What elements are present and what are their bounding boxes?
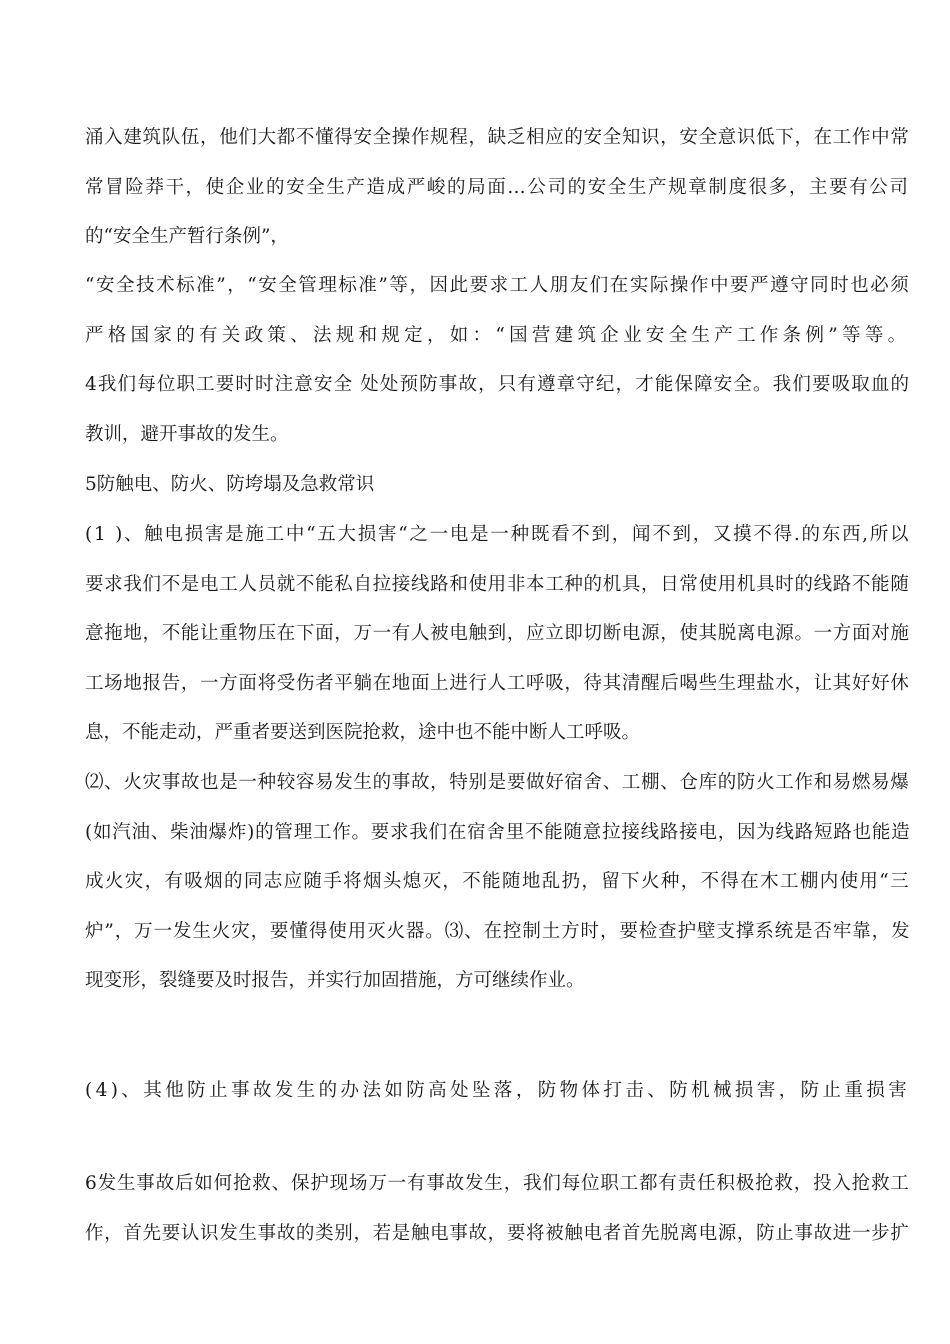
text-line: “安全技术标准”，“安全管理标准”等，因此要求工人朋友们在实际操作中要严遵守同时也必须 bbox=[85, 275, 911, 296]
text-line: 教训，避开事故的发生。 bbox=[85, 424, 289, 445]
text-line: 成火灾，有吸烟的同志应随手将烟头熄灭，不能随地乱扔，留下火种，不得在木工棚内使用“三 bbox=[85, 871, 910, 892]
text-line: ⑵、火灾事故也是一种较容易发生的事故，特别是要做好宿舍、工棚、仓库的防火工作和易燃易爆 bbox=[85, 772, 910, 793]
text-line: (4)、其他防止事故发生的办法如防高处坠落，防物体打击、防机械损害，防止重损害 bbox=[85, 1080, 911, 1101]
text-line: 工场地报告，一方面将受伤者平躺在地面上进行人工呼吸，待其清醒后喝些生理盐水，让其好好休 bbox=[85, 673, 910, 694]
text-line: 6发生事故后如何抢救、保护现场万一有事故发生，我们每位职工都有责任积极抢救，投入抢救工 bbox=[85, 1173, 910, 1194]
text-line: 要求我们不是电工人员就不能私自拉接线路和使用非本工种的机具，日常使用机具时的线路不能随 bbox=[85, 574, 910, 595]
text-line: 意拖地，不能让重物压在下面，万一有人被电触到，应立即切断电源，使其脱离电源。一方面对施 bbox=[85, 623, 910, 644]
section-heading: 5防触电、防火、防垮塌及急救常识 bbox=[85, 474, 375, 495]
text-line: 涌入建筑队伍，他们大都不懂得安全操作规程，缺乏相应的安全知识，安全意识低下，在工作中常 bbox=[85, 127, 910, 148]
text-line: 的“安全生产暂行条例”， bbox=[85, 226, 289, 247]
text-line: (如汽油、柴油爆炸)的管理工作。要求我们在宿舍里不能随意拉接线路接电，因为线路短路也能造 bbox=[85, 822, 911, 843]
text-line: 4我们每位职工要时时注意安全 处处预防事故，只有遵章守纪，才能保障安全。我们要吸取血的 bbox=[85, 374, 911, 395]
text-line: 作，首先要认识发生事故的类别，若是触电事故，要将被触电者首先脱离电源，防止事故进一步扩 bbox=[85, 1223, 910, 1244]
text-line: (1 )、触电损害是施工中“五大损害“之一电是一种既看不到，闻不到，又摸不得.的东西,所以 bbox=[85, 524, 911, 545]
text-line: 常冒险莽干，使企业的安全生产造成严峻的局面…公司的安全生产规章制度很多，主要有公司 bbox=[85, 177, 910, 198]
text-line: 现变形，裂缝要及时报告，并实行加固措施，方可继续作业。 bbox=[85, 970, 585, 991]
text-line: 严格国家的有关政策、法规和规定，如：“国营建筑企业安全生产工作条例”等等。 bbox=[85, 325, 911, 346]
text-line: 炉”，万一发生火灾，要懂得使用灭火器。⑶、在控制土方时，要检查护壁支撑系统是否牢靠，发 bbox=[85, 921, 911, 942]
text-line: 息，不能走动，严重者要送到医院抢救，途中也不能中断人工呼吸。 bbox=[85, 722, 641, 743]
